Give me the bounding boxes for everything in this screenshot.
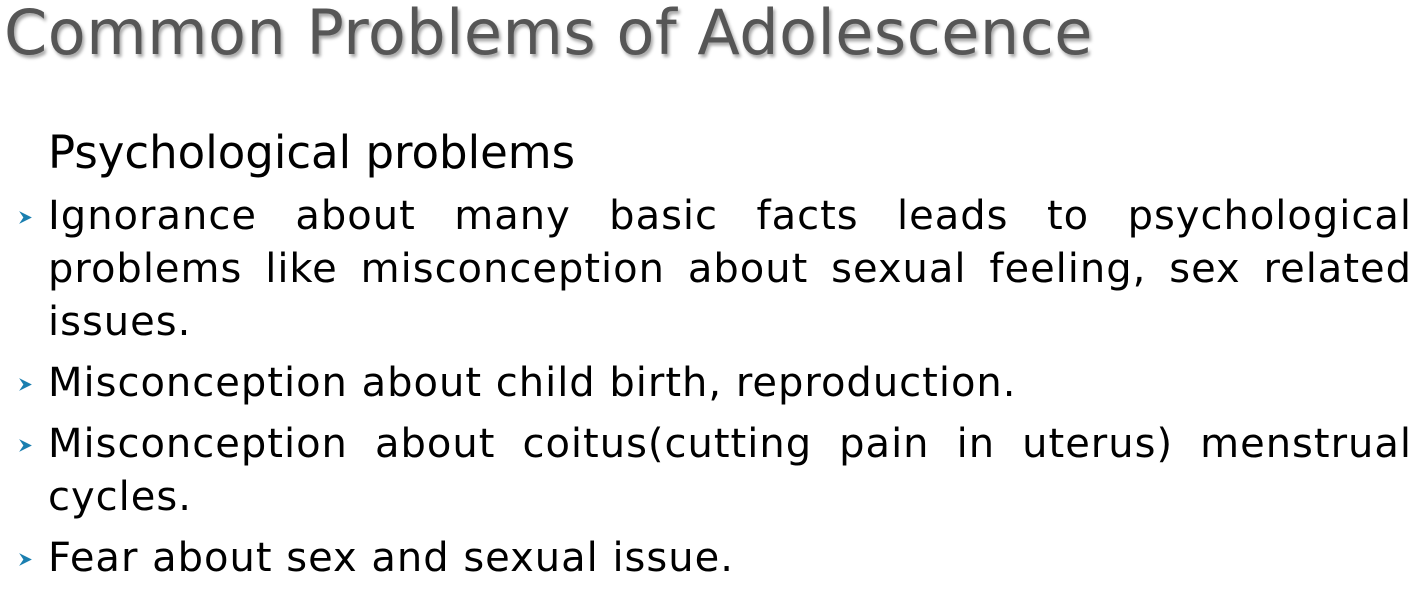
slide-content bbox=[0, 124, 1412, 593]
bullet-text: Ignorance about many basic facts leads to psychological problems like misconception about sexual feeling, sex related issues. bbox=[48, 193, 1412, 345]
bullet-text: Misconception about coitus(cutting pain in uterus) menstrual cycles. bbox=[48, 421, 1412, 520]
section-subheading: Psychological problems bbox=[48, 126, 576, 179]
arrowhead-bullet-icon bbox=[17, 209, 34, 226]
arrowhead-bullet-icon bbox=[17, 551, 34, 568]
bullet-list bbox=[0, 190, 1412, 585]
slide-title: Common Problems of Adolescence bbox=[4, 0, 1093, 69]
bullet-item bbox=[0, 532, 1412, 585]
arrowhead-bullet-icon bbox=[17, 437, 34, 454]
arrowhead-bullet-icon bbox=[17, 376, 34, 393]
bullet-text: Fear about sex and sexual issue. bbox=[48, 535, 734, 581]
bullet-item bbox=[0, 190, 1412, 349]
bullet-item bbox=[0, 357, 1412, 410]
bullet-item bbox=[0, 418, 1412, 524]
bullet-text: Misconception about child birth, reproduction. bbox=[48, 360, 1017, 406]
